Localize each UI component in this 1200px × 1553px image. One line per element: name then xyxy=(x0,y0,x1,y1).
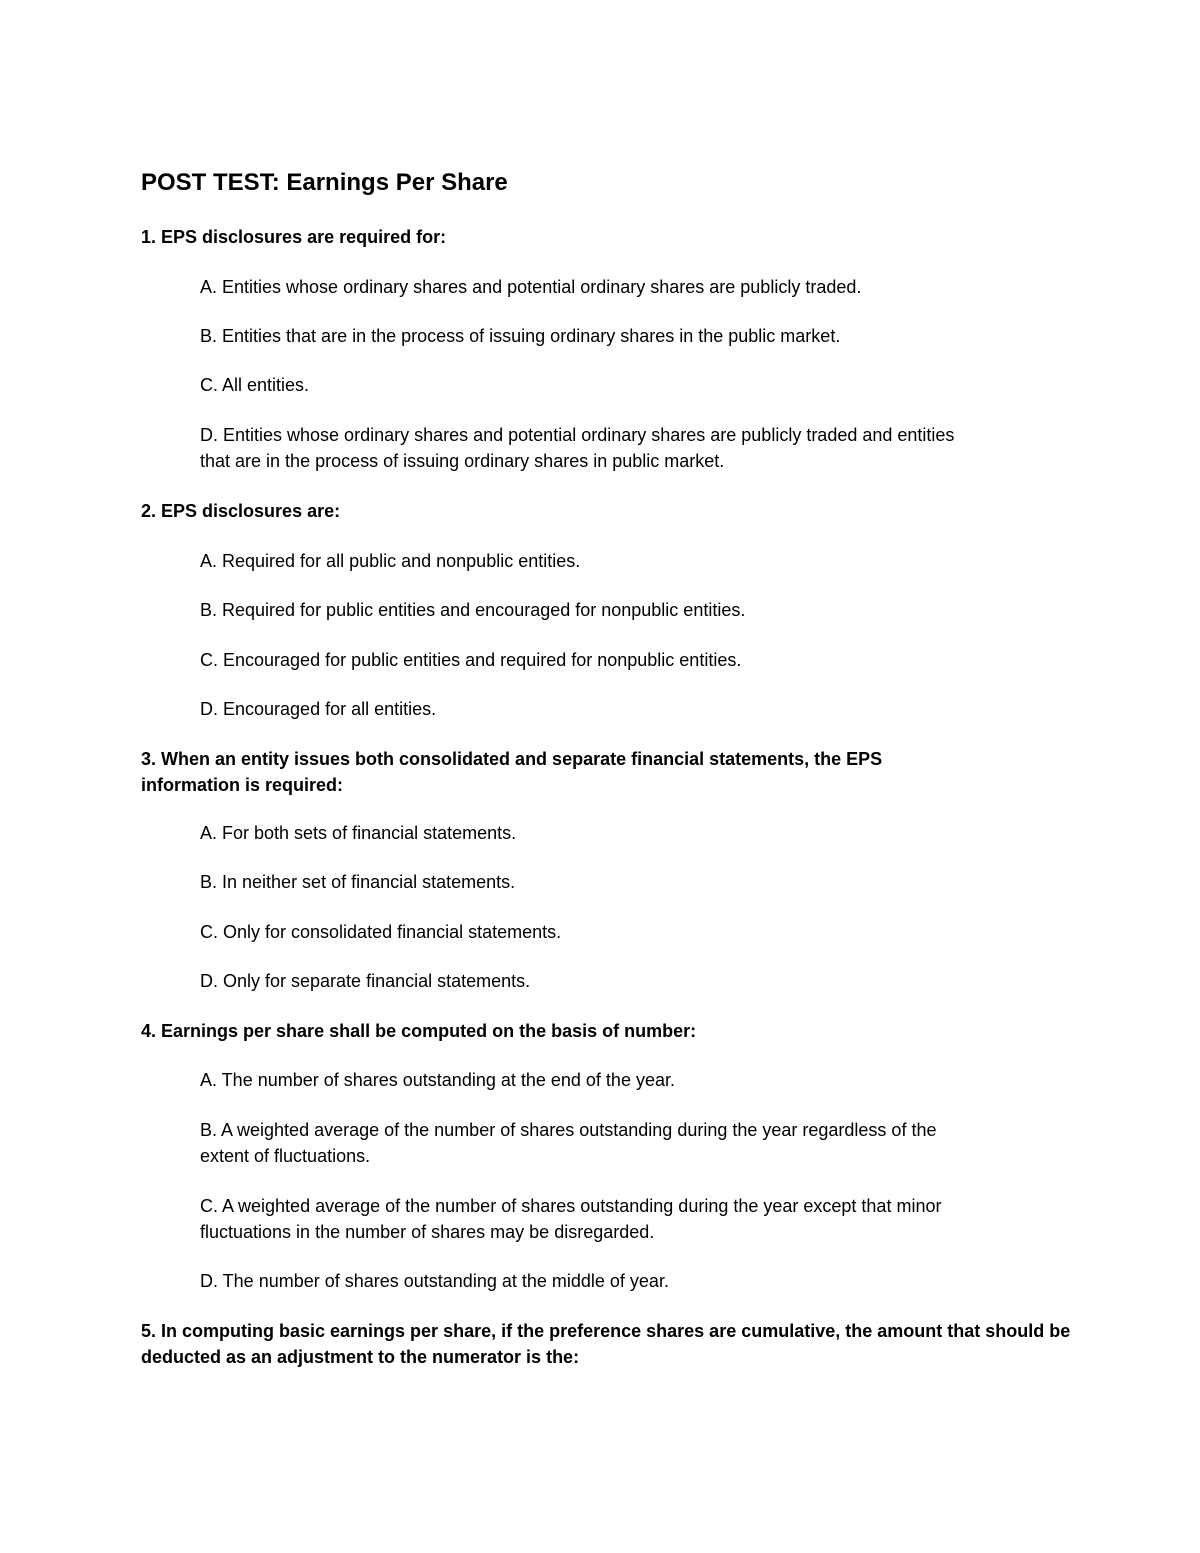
question-3: 3. When an entity issues both consolidated and separate financial statements, the EPS information is required: xyxy=(141,749,883,795)
question-3-option-d: D. Only for separate financial statements. xyxy=(200,971,531,991)
question-4: 4. Earnings per share shall be computed on the basis of number: xyxy=(141,1021,697,1041)
question-5: 5. In computing basic earnings per share, if the preference shares are cumulative, the amount that should be deducted as an adjustment to the numerator is the: xyxy=(141,1321,1071,1367)
question-1-option-a: A. Entities whose ordinary shares and potential ordinary shares are publicly traded. xyxy=(200,277,862,297)
question-4-option-b: B. A weighted average of the number of shares outstanding during the year regardless of the extent of fluctuations. xyxy=(200,1120,937,1166)
question-4-option-d: D. The number of shares outstanding at the middle of year. xyxy=(200,1271,669,1291)
question-2-option-d: D. Encouraged for all entities. xyxy=(200,699,437,719)
question-2-option-c: C. Encouraged for public entities and required for nonpublic entities. xyxy=(200,650,742,670)
question-1-option-c: C. All entities. xyxy=(200,375,310,395)
question-3-option-c: C. Only for consolidated financial statements. xyxy=(200,922,562,942)
question-1: 1. EPS disclosures are required for: xyxy=(141,227,447,247)
question-2-option-b: B. Required for public entities and encouraged for nonpublic entities. xyxy=(200,600,746,620)
question-2: 2. EPS disclosures are: xyxy=(141,501,341,521)
question-4-option-a: A. The number of shares outstanding at the end of the year. xyxy=(200,1070,675,1090)
question-4-option-c: C. A weighted average of the number of shares outstanding during the year except that minor fluctuations in the number of shares may be disregarded. xyxy=(200,1196,942,1242)
question-3-option-b: B. In neither set of financial statements. xyxy=(200,872,516,892)
question-2-option-a: A. Required for all public and nonpublic entities. xyxy=(200,551,581,571)
page-title: POST TEST: Earnings Per Share xyxy=(141,169,508,196)
question-3-option-a: A. For both sets of financial statements. xyxy=(200,823,517,843)
question-1-option-b: B. Entities that are in the process of issuing ordinary shares in the public market. xyxy=(200,326,841,346)
question-1-option-d: D. Entities whose ordinary shares and potential ordinary shares are publicly traded and entities that are in the process of issuing ordinary shares in public market. xyxy=(200,425,955,471)
